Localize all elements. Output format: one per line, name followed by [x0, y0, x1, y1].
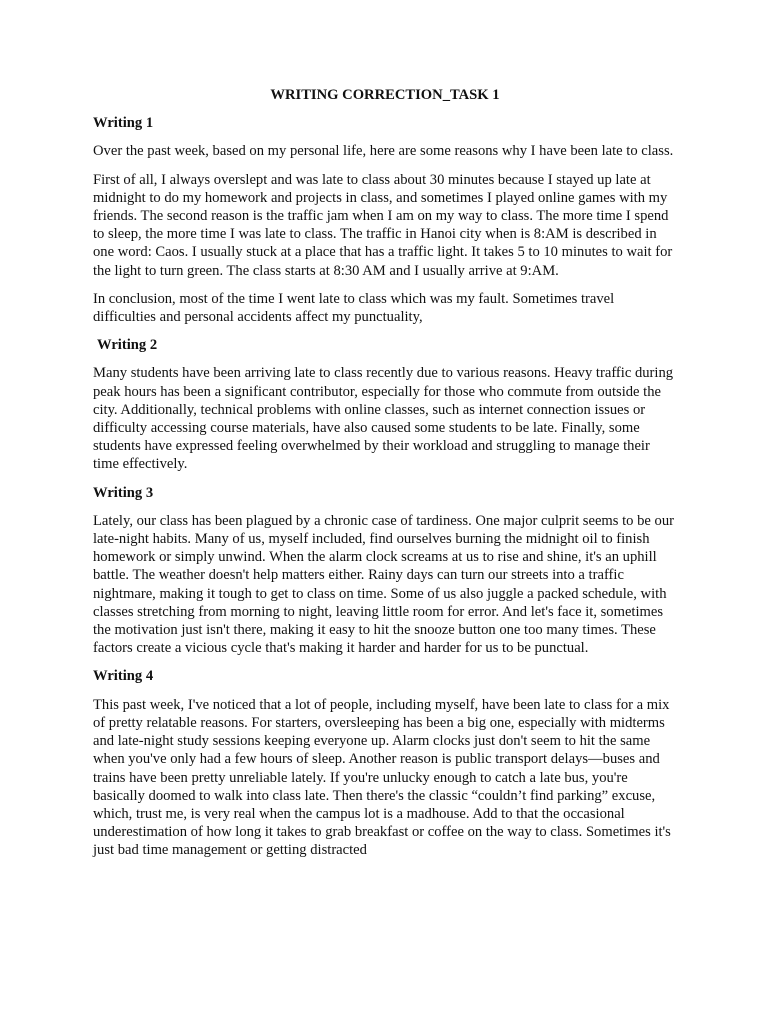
section-heading-writing-2: Writing 2 [97, 337, 158, 354]
paragraph: Over the past week, based on my personal life, here are some reasons why I have been late to class. [93, 143, 674, 160]
section-heading-writing-1: Writing 1 [93, 115, 154, 132]
paragraph: Lately, our class has been plagued by a chronic case of tardiness. One major culprit seems to be our late-night habits. Many of us, myself included, find ourselves burning the midnight oil to finish homework or simply unwind. When the alarm clock screams at us to rise and shine, it's an uphill battle. The weather doesn't help matters either. Rainy days can turn our streets into a traffic nightmare, making it tough to get to class on time. Some of us also juggle a packed schedule, with classes stretching from morning to night, leaving little room for error. And let's face it, sometimes the motivation just isn't there, making it easy to hit the snooze button one too many times. These factors create a vicious cycle that's making it harder and harder for us to be punctual. [93, 512, 674, 657]
section-heading-writing-4: Writing 4 [93, 668, 154, 685]
paragraph: First of all, I always overslept and was late to class about 30 minutes because I stayed up late at midnight to do my homework and projects in class, and sometimes I played online games with my friends. The second reason is the traffic jam when I am on my way to class. The more time I spend to sleep, the more time I was late to class. The traffic in Hanoi city when is 8:AM is described in one word: Caos. I usually stuck at a place that has a traffic light. It takes 5 to 10 minutes to wait for the light to turn green. The class starts at 8:30 AM and I usually arrive at 9:AM. [93, 171, 673, 279]
paragraph: This past week, I've noticed that a lot of people, including myself, have been late to class for a mix of pretty relatable reasons. For starters, oversleeping has been a big one, especially with midterms and late-night study sessions keeping everyone up. Alarm clocks just don't seem to hit the same when you've only had a few hours of sleep. Another reason is public transport delays—buses and trains have been pretty unreliable lately. If you're unlucky enough to catch a late bus, you're basically doomed to walk into class late. Then there's the classic “couldn’t find parking” excuse, which, trust me, is very real when the campus lot is a madhouse. Add to that the occasional underestimation of how long it takes to grab breakfast or coffee on the way to class. Sometimes it's just bad time management or getting distracted [93, 696, 671, 859]
paragraph: Many students have been arriving late to class recently due to various reasons. Heavy traffic during peak hours has been a significant contributor, especially for those who commute from outside the city. Additionally, technical problems with online classes, such as internet connection issues or difficulty accessing course materials, have also caused some students to be late. Finally, some students have expressed feeling overwhelmed by their workload and struggling to manage their time effectively. [93, 365, 674, 473]
paragraph: In conclusion, most of the time I went late to class which was my fault. Sometimes travel difficulties and personal accidents affect my punctuality, [93, 290, 615, 326]
section-heading-writing-3: Writing 3 [93, 484, 154, 501]
document-title: WRITING CORRECTION_TASK 1 [270, 87, 500, 103]
document-page [93, 86, 677, 870]
